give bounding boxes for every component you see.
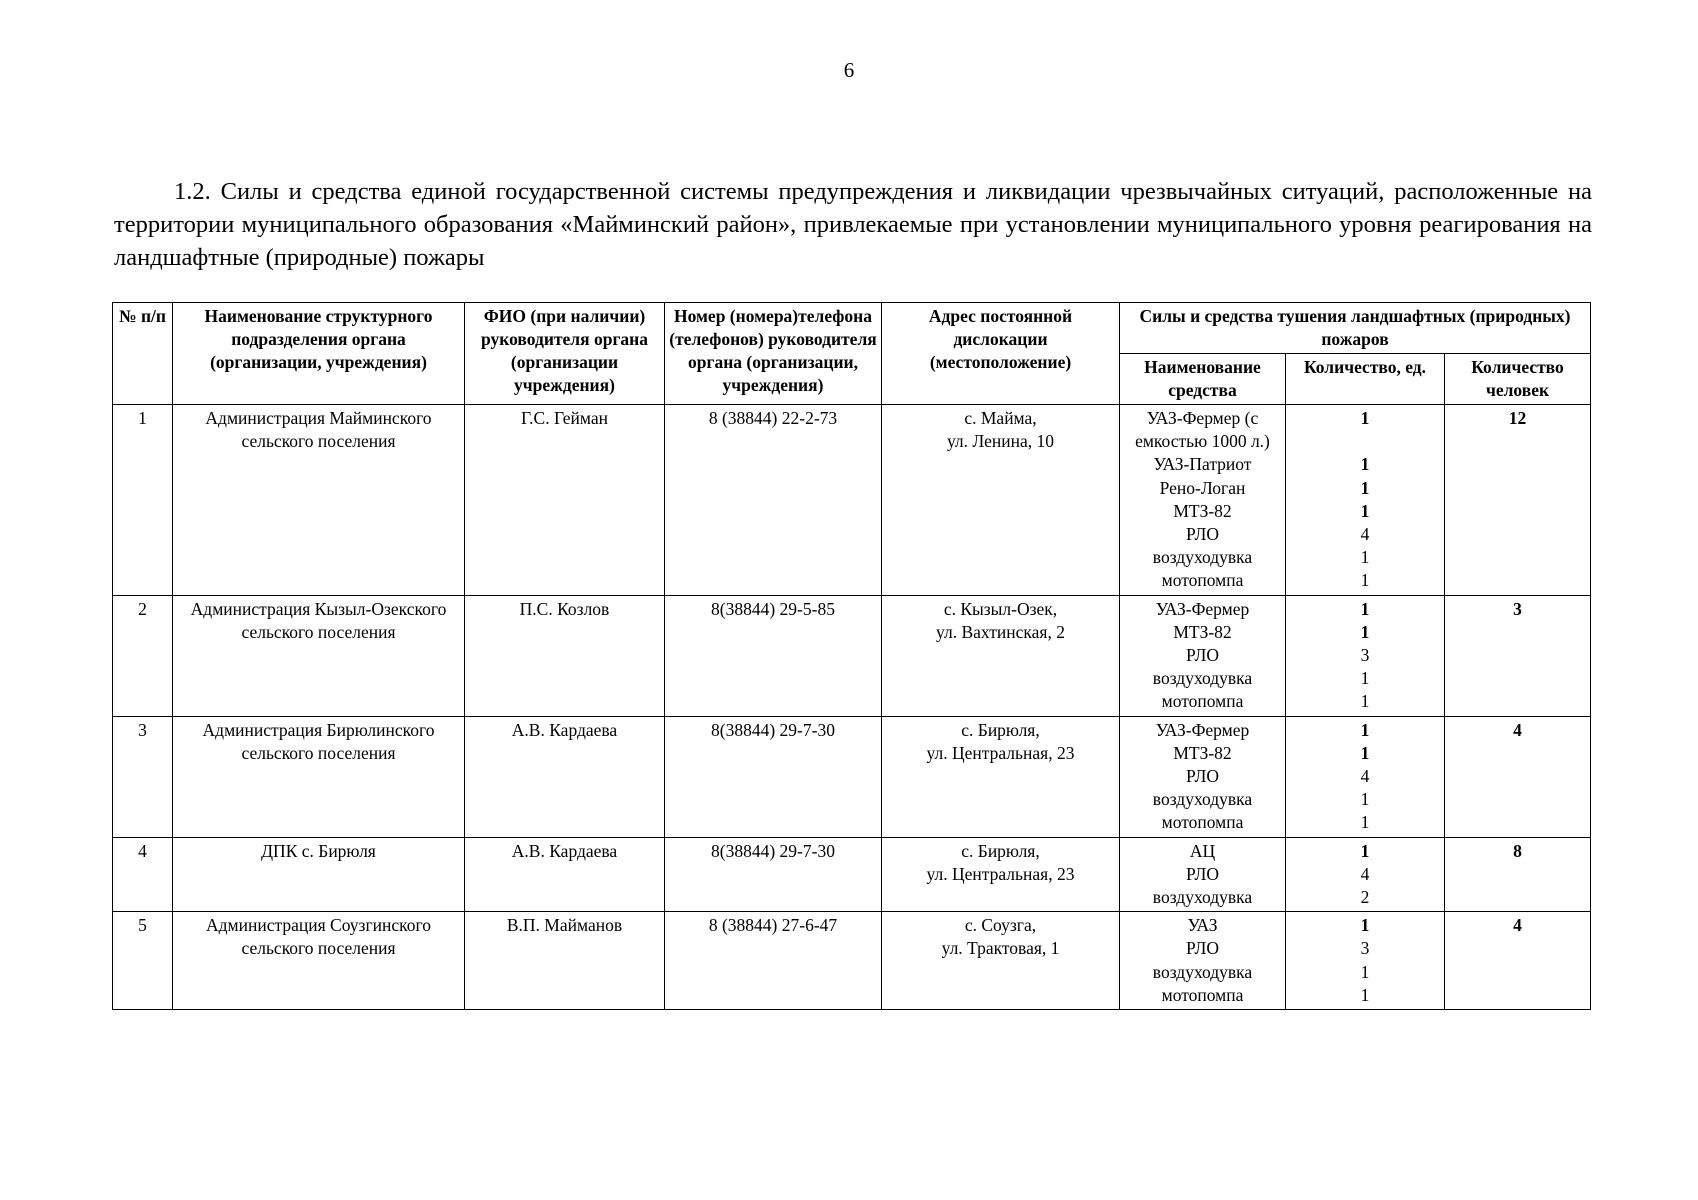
row-org: Администрация Бирюлинского сельского поселения [173, 716, 465, 837]
means-name: РЛО [1186, 645, 1219, 666]
means-name: воздуходувка [1152, 961, 1253, 982]
means-qty: 1 [1360, 454, 1370, 475]
means-name: мотопомпа [1161, 570, 1244, 591]
row-num: 3 [113, 716, 173, 837]
row-fio: В.П. Майманов [465, 912, 665, 1010]
address-line: с. Бирюля, [961, 719, 1040, 740]
row-people: 12 [1445, 405, 1591, 596]
row-means-qtys [1286, 837, 1445, 912]
table-header [113, 303, 1591, 405]
means-qty: 1 [1360, 570, 1370, 591]
means-qty: 3 [1360, 938, 1370, 959]
table-row [113, 405, 1591, 596]
means-qty: 1 [1360, 812, 1370, 833]
header-phone: Номер (номера)телефона (телефонов) руководителя органа (организации, учреждения) [665, 303, 882, 405]
row-means-qtys [1286, 716, 1445, 837]
means-name: МТЗ-82 [1173, 500, 1232, 521]
means-name: УАЗ [1187, 915, 1218, 936]
row-fio: А.В. Кардаева [465, 837, 665, 912]
address-line: с. Майма, [964, 408, 1037, 428]
means-name: УАЗ-Фермер [1155, 598, 1250, 619]
row-people: 4 [1445, 912, 1591, 1010]
address-line: с. Бирюля, [961, 840, 1040, 861]
means-name: УАЗ-Фермер [1155, 719, 1250, 740]
header-means-qty: Количество, ед. [1286, 354, 1445, 405]
means-name: воздуходувка [1152, 547, 1253, 568]
header-people-qty: Количество человек [1445, 354, 1591, 405]
means-qty: 1 [1360, 500, 1370, 521]
means-qty: 1 [1360, 742, 1370, 763]
header-means-name: Наименование средства [1120, 354, 1286, 405]
means-qty: 1 [1360, 719, 1370, 740]
header-fio: ФИО (при наличии) руководителя органа (организации учреждения) [465, 303, 665, 405]
row-means-names [1120, 595, 1286, 716]
row-num: 4 [113, 837, 173, 912]
row-fio: Г.С. Гейман [465, 405, 665, 596]
row-address [882, 837, 1120, 912]
means-qty: 4 [1360, 766, 1370, 787]
means-qty: 4 [1360, 524, 1370, 544]
address-line: ул. Вахтинская, 2 [936, 621, 1065, 642]
table-row [113, 912, 1591, 1010]
row-people: 8 [1445, 837, 1591, 912]
header-num: № п/п [113, 303, 173, 405]
row-people: 3 [1445, 595, 1591, 716]
means-qty: 1 [1360, 840, 1370, 861]
means-name: мотопомпа [1161, 691, 1244, 712]
row-org: ДПК с. Бирюля [173, 837, 465, 912]
row-address [882, 716, 1120, 837]
row-phone: 8 (38844) 27-6-47 [665, 912, 882, 1010]
row-address [882, 912, 1120, 1010]
row-phone: 8(38844) 29-5-85 [665, 595, 882, 716]
section-heading: 1.2. Силы и средства единой государственной системы предупреждения и ликвидации чрезвычайных ситуаций, расположенные на территории муниципального образования «Майминский район», привлекаемые при установлении муниципального уровня реагирования на ландшафтные (природные) пожары [114, 178, 1592, 271]
row-means-qtys [1286, 595, 1445, 716]
means-name: РЛО [1186, 766, 1219, 787]
means-qty: 1 [1360, 961, 1370, 982]
means-qty: 1 [1360, 477, 1370, 498]
table-row [113, 837, 1591, 912]
row-means-names [1120, 716, 1286, 837]
address-line: ул. Центральная, 23 [926, 863, 1075, 884]
row-means-names [1120, 837, 1286, 912]
means-qty: 1 [1360, 547, 1370, 568]
address-line: с. Кызыл-Озек, [943, 598, 1058, 619]
row-means-names [1120, 405, 1286, 596]
means-name: Рено-Логан [1159, 477, 1246, 498]
row-address [882, 595, 1120, 716]
row-org: Администрация Соузгинского сельского поселения [173, 912, 465, 1010]
means-name: воздуходувка [1152, 668, 1253, 689]
header-address: Адрес постоянной дислокации (местоположение) [882, 303, 1120, 405]
row-means-qtys [1286, 912, 1445, 1010]
address-line: ул. Трактовая, 1 [941, 938, 1060, 959]
row-means-qtys [1286, 405, 1445, 596]
row-means-names [1120, 912, 1286, 1010]
means-qty: 1 [1360, 408, 1370, 428]
header-org: Наименование структурного подразделения органа (организации, учреждения) [173, 303, 465, 405]
table-row [113, 595, 1591, 716]
row-phone: 8 (38844) 22-2-73 [665, 405, 882, 596]
header-forces: Силы и средства тушения ландшафтных (природных) пожаров [1120, 303, 1591, 354]
row-num: 1 [113, 405, 173, 596]
means-name: АЦ [1189, 840, 1216, 861]
means-name: мотопомпа [1161, 984, 1244, 1005]
means-name: УАЗ-Фермер (с емкостью 1000 л.) [1135, 408, 1270, 452]
table-body [113, 405, 1591, 1010]
row-org: Администрация Майминского сельского поселения [173, 405, 465, 596]
means-name: мотопомпа [1161, 812, 1244, 833]
page-number: 6 [843, 58, 855, 82]
table-row [113, 716, 1591, 837]
address-line: ул. Центральная, 23 [926, 742, 1075, 763]
means-name: МТЗ-82 [1173, 621, 1232, 642]
row-phone: 8(38844) 29-7-30 [665, 837, 882, 912]
row-people: 4 [1445, 716, 1591, 837]
row-fio: П.С. Козлов [465, 595, 665, 716]
row-org: Администрация Кызыл-Озекского сельского поселения [173, 595, 465, 716]
means-qty: 1 [1360, 668, 1370, 689]
address-line: с. Соузга, [964, 915, 1037, 936]
address-line: ул. Ленина, 10 [946, 431, 1055, 452]
means-name: РЛО [1186, 863, 1219, 884]
row-phone: 8(38844) 29-7-30 [665, 716, 882, 837]
means-name: РЛО [1186, 938, 1219, 959]
means-qty: 3 [1360, 645, 1370, 666]
means-name: РЛО [1186, 524, 1219, 545]
means-qty: 1 [1360, 984, 1370, 1005]
means-qty: 1 [1360, 691, 1370, 712]
means-name: МТЗ-82 [1173, 742, 1232, 763]
means-qty: 1 [1360, 915, 1370, 936]
means-name: УАЗ-Патриот [1153, 454, 1252, 475]
means-qty: 4 [1360, 863, 1370, 884]
means-name: воздуходувка [1152, 789, 1253, 810]
row-num: 5 [113, 912, 173, 1010]
means-qty: 2 [1360, 887, 1370, 908]
forces-table [112, 302, 1591, 1010]
means-qty: 1 [1360, 789, 1370, 810]
means-name: воздуходувка [1152, 887, 1253, 908]
means-qty: 1 [1360, 598, 1370, 619]
row-address [882, 405, 1120, 596]
means-qty: 1 [1360, 621, 1370, 642]
row-fio: А.В. Кардаева [465, 716, 665, 837]
row-num: 2 [113, 595, 173, 716]
